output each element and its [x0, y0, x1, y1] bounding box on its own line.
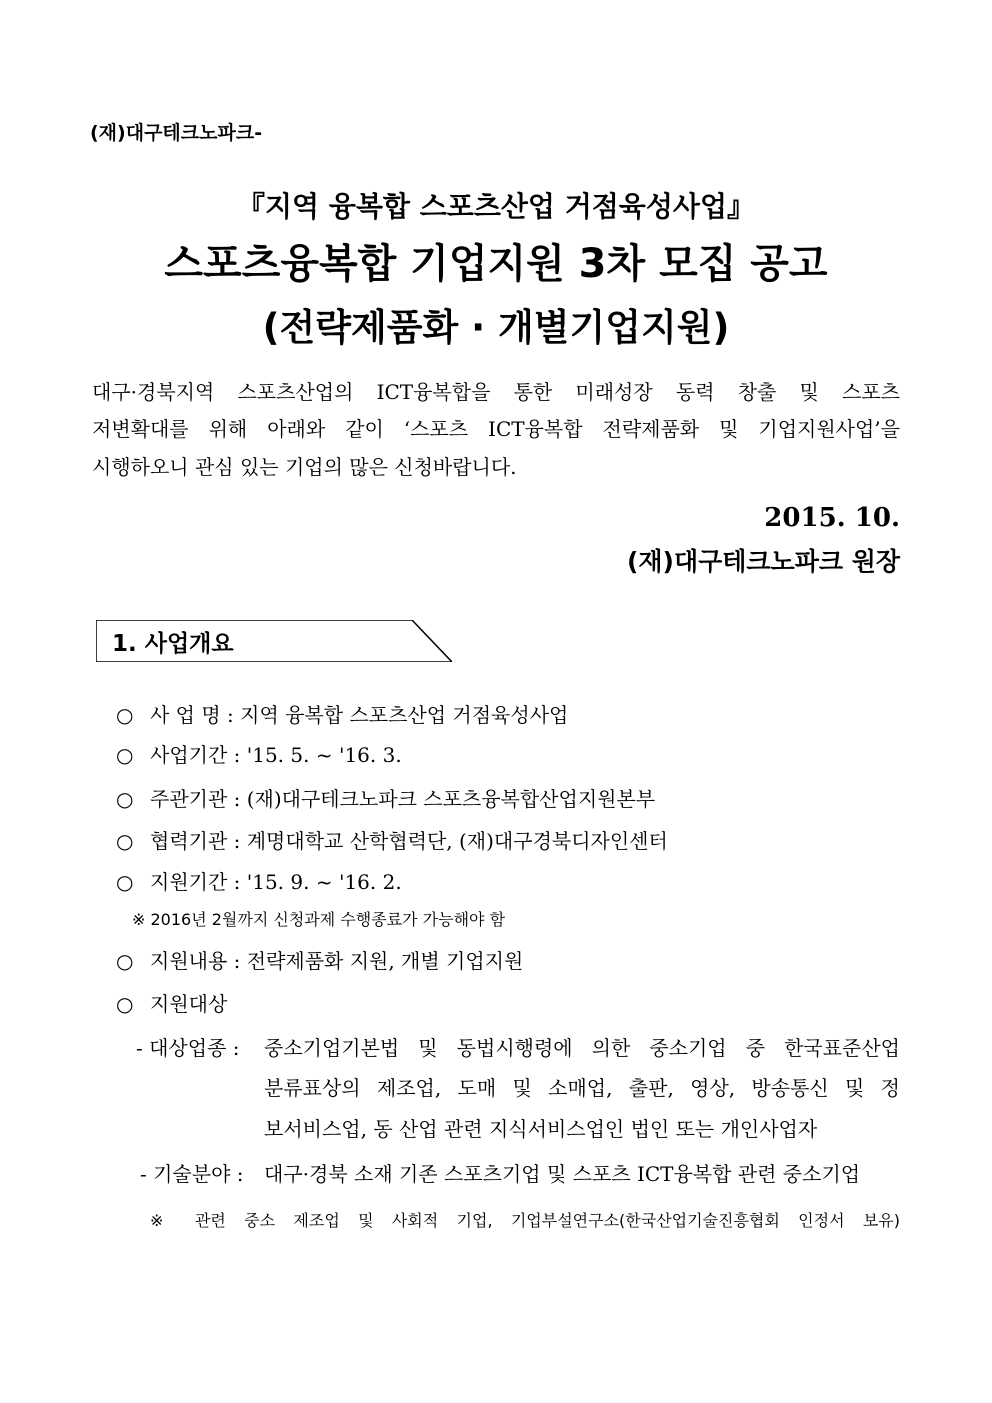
industry-line-3: 보서비스업, 동 산업 관련 지식서비스업인 법인 또는 개인사업자	[264, 1117, 818, 1141]
item-label: 지원대상	[150, 992, 228, 1016]
period-note: ※ 2016년 2월까지 신청과제 수행종료가 가능해야 함	[132, 910, 506, 929]
item-value: '15. 9. ~ '16. 2.	[246, 870, 402, 894]
item-label: 주관기관	[150, 787, 228, 811]
section-title: 1. 사업개요	[112, 631, 234, 657]
circle-bullet-icon: ○	[116, 992, 134, 1016]
overview-item-period: ○ 사업기간 : '15. 5. ~ '16. 3.	[116, 743, 402, 767]
overview-item-support-content: ○ 지원내용 : 전략제품화 지원, 개별 기업지원	[116, 949, 524, 973]
overview-item-partners: ○ 협력기관 : 계명대학교 산학협력단, (재)대구경북디자인센터	[116, 829, 668, 853]
tech-label: - 기술분야 :	[140, 1162, 244, 1186]
circle-bullet-icon: ○	[116, 870, 134, 894]
industry-label: - 대상업종 :	[136, 1036, 240, 1060]
overview-item-name: ○ 사 업 명 : 지역 융복합 스포츠산업 거점육성사업	[116, 703, 569, 727]
circle-bullet-icon: ○	[116, 703, 134, 727]
item-value: 계명대학교 산학협력단, (재)대구경북디자인센터	[246, 829, 668, 853]
industry-line-1: 중소기업기본법 및 동법시행령에 의한 중소기업 중 한국표준산업	[264, 1036, 900, 1060]
tech-value: 대구·경북 소재 기존 스포츠기업 및 스포츠 ICT융복합 관련 중소기업	[264, 1162, 861, 1186]
overview-item-support-period: ○ 지원기간 : '15. 9. ~ '16. 2.	[116, 870, 402, 894]
organization-header: (재)대구테크노파크-	[90, 122, 263, 144]
circle-bullet-icon: ○	[116, 829, 134, 853]
issuer-name: (재)대구테크노파크 원장	[626, 547, 900, 576]
intro-line-1: 대구·경북지역 스포츠산업의 ICT융복합을 통한 미래성장 동력 창출 및 스포츠	[92, 380, 900, 404]
intro-line-3: 시행하오니 관심 있는 기업의 많은 신청바랍니다.	[92, 455, 517, 479]
item-value: 전략제품화 지원, 개별 기업지원	[246, 949, 524, 973]
item-label: 사 업 명	[150, 703, 221, 727]
announcement-title: 스포츠융복합 기업지원 3차 모집 공고	[164, 241, 828, 287]
issue-date: 2015. 10.	[764, 503, 900, 533]
announcement-subtitle: (전략제품화 · 개별기업지원)	[262, 306, 730, 349]
circle-bullet-icon: ○	[116, 743, 134, 767]
tech-note: ※ 관련 중소 제조업 및 사회적 기업, 기업부설연구소(한국산업기술진흥협회 인정서 보유)	[150, 1211, 900, 1230]
overview-item-host: ○ 주관기관 : (재)대구테크노파크 스포츠융복합산업지원본부	[116, 787, 656, 811]
item-label: 사업기간	[150, 743, 228, 767]
item-label: 협력기관	[150, 829, 228, 853]
circle-bullet-icon: ○	[116, 787, 134, 811]
overview-item-target	[116, 988, 227, 1017]
item-label: 지원기간	[150, 870, 228, 894]
intro-line-2: 저변확대를 위해 아래와 같이 ‘스포츠 ICT융복합 전략제품화 및 기업지원사업’을	[92, 417, 900, 441]
item-label: 지원내용	[150, 949, 228, 973]
item-value: (재)대구테크노파크 스포츠융복합산업지원본부	[246, 787, 656, 811]
item-value: 지역 융복합 스포츠산업 거점육성사업	[240, 703, 569, 727]
item-value: '15. 5. ~ '16. 3.	[246, 743, 402, 767]
industry-line-2: 분류표상의 제조업, 도매 및 소매업, 출판, 영상, 방송통신 및 정	[264, 1076, 900, 1100]
circle-bullet-icon: ○	[116, 949, 134, 973]
project-title: 『지역 융복합 스포츠산업 거점육성사업』	[236, 190, 755, 223]
